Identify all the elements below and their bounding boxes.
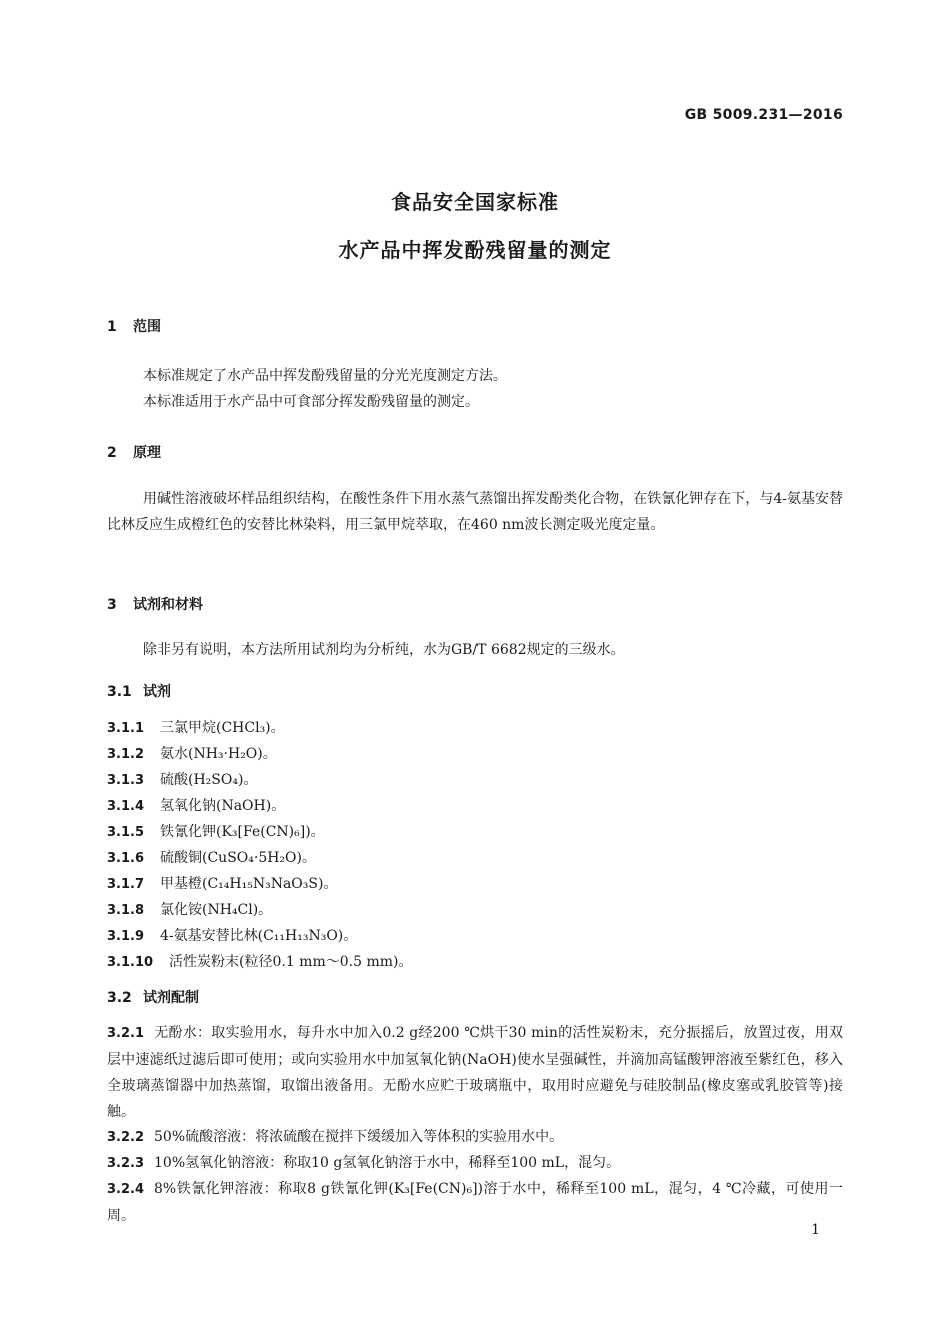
standard-number: GB 5009.231—2016 (684, 107, 843, 123)
reagent-text: 三氯甲烷(CHCl₃)。 (160, 720, 285, 736)
reagent-text: 铁氰化钾(K₃[Fe(CN)₆])。 (160, 824, 325, 840)
reagent-text: 氯化铵(NH₄Cl)。 (160, 902, 273, 918)
subsection-3-2-title: 试剂配制 (143, 990, 199, 1006)
reagent-item (107, 871, 337, 898)
subsection-3-1-title: 试剂 (143, 684, 171, 700)
reagent-text: 氨水(NH₃·H₂O)。 (160, 746, 277, 762)
reagent-item (107, 897, 272, 924)
prep-item (107, 1124, 843, 1151)
section-2-title: 原理 (133, 445, 161, 461)
section-1-title: 范围 (133, 319, 161, 335)
reagent-text: 氢氧化钠(NaOH)。 (160, 798, 286, 814)
reagent-number: 3.1.6 (107, 851, 145, 866)
reagent-number: 3.1.8 (107, 903, 145, 918)
reagent-item (107, 741, 277, 768)
section-2-paragraph: 用碱性溶液破坏样品组织结构，在酸性条件下用水蒸气蒸馏出挥发酚类化合物，在铁氰化钾存在下，与4-氨基安替比林反应生成橙红色的安替比林染料，用三氯甲烷萃取，在460 nm波长测定吸光度定量。 (107, 491, 843, 533)
reagent-item (107, 819, 325, 846)
reagent-item (107, 845, 316, 872)
subsection-3-2-heading (107, 987, 199, 1007)
prep-item (107, 1020, 843, 1125)
subsection-3-2-number: 3.2 (107, 990, 132, 1006)
section-2-heading (107, 442, 161, 462)
reagent-text: 甲基橙(C₁₄H₁₅N₃NaO₃S)。 (160, 876, 338, 892)
reagent-number: 3.1.2 (107, 747, 145, 762)
reagent-text: 硫酸铜(CuSO₄·5H₂O)。 (160, 850, 316, 866)
document-title-line2: 水产品中挥发酚残留量的测定 (338, 238, 612, 262)
prep-number: 3.2.3 (107, 1156, 145, 1171)
section-1-number: 1 (107, 319, 117, 335)
reagent-number: 3.1.3 (107, 773, 145, 788)
prep-item (107, 1150, 843, 1177)
subsection-3-1-heading (107, 681, 171, 701)
section-1-paragraph-2: 本标准适用于水产品中可食部分挥发酚残留量的测定。 (143, 394, 479, 410)
prep-text: 50%硫酸溶液：将浓硫酸在搅拌下缓缓加入等体积的实验用水中。 (154, 1129, 564, 1145)
reagent-item (107, 949, 412, 976)
section-3-heading (107, 594, 203, 614)
section-1-paragraph-1: 本标准规定了水产品中挥发酚残留量的分光光度测定方法。 (143, 368, 507, 384)
prep-number: 3.2.2 (107, 1130, 145, 1145)
page-number: 1 (811, 1222, 820, 1238)
section-3-number: 3 (107, 597, 117, 613)
reagent-number: 3.1.4 (107, 799, 145, 814)
section-3-paragraph: 除非另有说明，本方法所用试剂均为分析纯，水为GB/T 6682规定的三级水。 (143, 642, 625, 658)
prep-number: 3.2.1 (107, 1026, 145, 1041)
section-2-number: 2 (107, 445, 117, 461)
reagent-item (107, 793, 285, 820)
reagent-number: 3.1.10 (107, 955, 154, 970)
prep-number: 3.2.4 (107, 1182, 145, 1197)
reagent-item (107, 923, 357, 950)
document-title-line1: 食品安全国家标准 (391, 190, 559, 214)
reagent-text: 活性炭粉末(粒径0.1 mm～0.5 mm)。 (169, 954, 413, 970)
subsection-3-1-number: 3.1 (107, 684, 132, 700)
section-3-title: 试剂和材料 (133, 597, 203, 613)
reagent-text: 4-氨基安替比林(C₁₁H₁₃N₃O)。 (160, 928, 358, 944)
prep-item (107, 1176, 843, 1229)
reagent-number: 3.1.1 (107, 721, 145, 736)
prep-text: 无酚水：取实验用水，每升水中加入0.2 g经200 ℃烘干30 min的活性炭粉末，充分振摇后，放置过夜，用双层中速滤纸过滤后即可使用；或向实验用水中加氢氧化钠(NaOH)使水呈强碱性，并滴加高锰酸钾溶液至紫红色，移入全玻璃蒸馏器中加热蒸馏，取馏出液备用。无酚水应贮于玻璃瓶中，取用时应避免与硅胶制品(橡皮塞或乳胶管等)接触。 (107, 1025, 843, 1120)
reagent-text: 硫酸(H₂SO₄)。 (160, 772, 258, 788)
reagent-number: 3.1.9 (107, 929, 145, 944)
reagent-item (107, 767, 257, 794)
prep-text: 10%氢氧化钠溶液：称取10 g氢氧化钠溶于水中，稀释至100 mL，混匀。 (154, 1155, 621, 1171)
prep-text: 8%铁氰化钾溶液：称取8 g铁氰化钾(K₃[Fe(CN)₆])溶于水中，稀释至100 mL，混匀，4 ℃冷藏，可使用一周。 (107, 1181, 843, 1224)
reagent-number: 3.1.5 (107, 825, 145, 840)
reagent-item (107, 715, 285, 742)
reagent-number: 3.1.7 (107, 877, 145, 892)
section-1-heading (107, 316, 161, 336)
